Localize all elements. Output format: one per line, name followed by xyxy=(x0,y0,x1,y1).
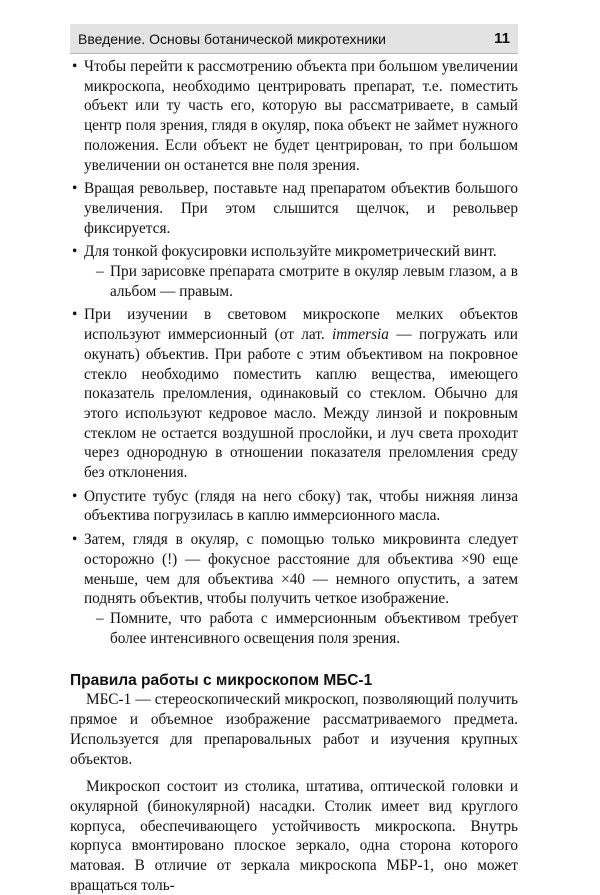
bullet-marker: • xyxy=(72,58,78,75)
bullet-text: Чтобы перейти к рассмотрению объекта при большом увеличении микроскопа, необходимо центрировать препарат, т.е. поместить объект или ту часть его, которую вы рассматриваете, в самый центр поля зрения, глядя в окуляр, пока объект не займет нужного положения. Если объект не будет центрирован, то при большом увеличении он останется вне поля зрения. xyxy=(84,58,518,174)
bullet-item-fine-focus xyxy=(70,242,518,262)
section-paragraph-1: МБС-1 — стереоскопический микроскоп, позволяющий получить прямое и объемное изображение рассматриваемого предмета. Используется для препаровальных работ и изучения крупных объектов. xyxy=(70,691,518,768)
section-heading: Правила работы с микроскопом МБС-1 xyxy=(70,672,373,690)
dash-marker: – xyxy=(96,263,104,281)
dash-text: Помните, что работа с иммерсионным объективом требует более интенсивного освещения поля зрения. xyxy=(110,609,518,647)
bullet-marker: • xyxy=(72,180,78,198)
bullet-text: Опустите тубус (глядя на него сбоку) так, чтобы нижняя линза объектива погрузилась в каплю иммерсионного масла. xyxy=(84,487,518,525)
bullet-item-revolver xyxy=(70,179,518,238)
bullet-marker: • xyxy=(72,306,78,324)
bullet-item-lower-tube xyxy=(70,487,518,526)
bullet-item-microscrew xyxy=(70,530,518,609)
latin-term: immersia xyxy=(332,326,389,344)
dash-text: При зарисовке препарата смотрите в окуляр левым глазом, а в альбом — правым. xyxy=(110,263,518,300)
bullet-text: Вращая револьвер, поставьте над препаратом объектив большого увеличения. При этом слышится щелчок, и револьвер фиксируется. xyxy=(84,180,518,237)
page-content xyxy=(70,57,518,895)
bullet-text-start: При изучении в световом микроскопе мелких объектов используют иммерсионный (от лат. xyxy=(84,306,518,344)
dash-item-illumination xyxy=(70,609,518,648)
section-paragraph-2: Микроскоп состоит из столика, штатива, оптической головки и окулярной (бинокулярной) насадки. Столик имеет вид круглого корпуса, обеспечивающего устойчивость микроскопа. Внутрь корпуса вмонтировано плоское зеркало, одна сторона которого матовая. В отличие от зеркала микроскопа МБР-1, оно может вращаться толь- xyxy=(70,778,518,894)
bullet-text: Для тонкой фокусировки используйте микрометрический винт. xyxy=(84,243,497,261)
bullet-marker: • xyxy=(72,531,78,549)
bullet-marker: • xyxy=(72,243,78,261)
bullet-item-immersion xyxy=(70,305,518,482)
page-number: 11 xyxy=(494,30,510,47)
dash-item-drawing xyxy=(70,262,518,301)
bullet-text: Затем, глядя в окуляр, с помощью только микровинта следует осторожно (!) — фокусное расстояние для объектива ×90 еще меньше, чем для объектива ×40 — немного опустить, а затем поднять объектив, чтобы получить четкое изображение. xyxy=(84,531,518,608)
dash-marker: – xyxy=(96,609,104,627)
bullet-text-end: — погружать или окунать) объектив. При работе с этим объективом на покровное стекло необходимо поместить каплю вещества, имеющего показатель преломления, одинаковый со стеклом. Обычно для этого используют кедровое масло. Между линзой и покровным стеклом не остается воздушной прослойки, и луч света проходит через однородную в отношении показателя преломления среду без отклонения. xyxy=(84,326,518,482)
running-header xyxy=(70,24,518,54)
bullet-item-center-specimen xyxy=(70,57,518,175)
running-header-title: Введение. Основы ботанической микротехники xyxy=(78,30,386,47)
bullet-marker: • xyxy=(72,487,78,505)
